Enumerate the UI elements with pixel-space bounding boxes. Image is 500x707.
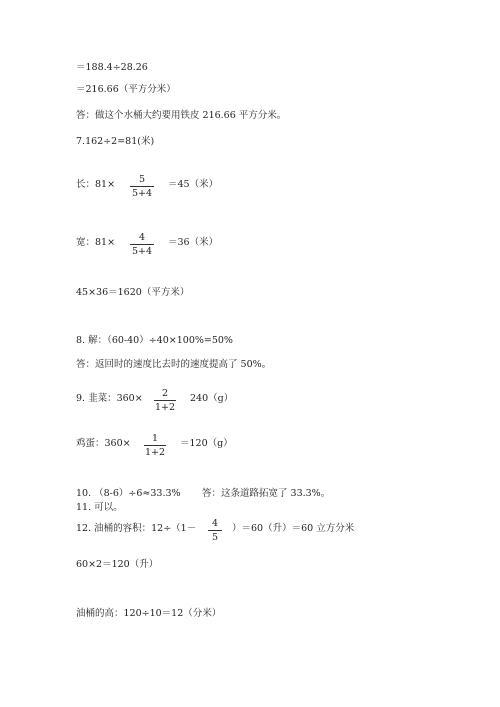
length-fraction-denominator: 5+4 xyxy=(131,188,153,199)
fraction-bar xyxy=(208,530,222,531)
answer-line-3: 答：这条道路拓宽了 33.3%。 xyxy=(202,488,331,499)
eq-line-1: ＝188.4÷28.26 xyxy=(76,62,148,73)
problem-7-line: 7.162÷2=81(米) xyxy=(76,136,155,147)
capacity-double-line: 60×2＝120（升） xyxy=(76,559,159,570)
egg-calc-result: ＝120（g） xyxy=(180,438,233,449)
leek-calc-result: 240（g） xyxy=(190,393,234,404)
length-fraction-numerator: 5 xyxy=(138,174,146,185)
egg-calc-prefix: 鸡蛋：360× xyxy=(76,438,131,449)
leek-fraction xyxy=(154,388,176,413)
problem-11-line: 11. 可以。 xyxy=(76,502,123,513)
fraction-bar xyxy=(130,244,154,245)
fraction-bar xyxy=(154,400,176,401)
egg-fraction xyxy=(144,433,166,458)
oil-fraction xyxy=(208,518,222,543)
eq-line-2: ＝216.66（平方分米） xyxy=(76,84,176,95)
problem-8-line: 8. 解：（60-40）÷40×100%=50% xyxy=(76,335,233,346)
oil-volume-result: ）＝60（升）＝60 立方分米 xyxy=(232,523,355,534)
oil-fraction-numerator: 4 xyxy=(211,518,219,529)
oil-height-line: 油桶的高：120÷10＝12（分米） xyxy=(76,608,222,619)
egg-fraction-denominator: 1+2 xyxy=(144,447,166,458)
area-calc-line: 45×36＝1620（平方米） xyxy=(76,287,190,298)
length-calc-result: ＝45（米） xyxy=(168,179,219,190)
width-fraction-denominator: 5+4 xyxy=(131,246,153,257)
width-calc-result: ＝36（米） xyxy=(168,237,219,248)
width-calc-prefix: 宽：81× xyxy=(76,237,116,248)
fraction-bar xyxy=(130,186,154,187)
answer-line-2: 答：返回时的速度比去时的速度提高了 50%。 xyxy=(76,359,272,370)
answer-line-1: 答：做这个水桶大约要用铁皮 216.66 平方分米。 xyxy=(76,110,287,121)
problem-9-prefix: 9. 韭菜：360× xyxy=(76,393,143,404)
width-fraction xyxy=(130,232,154,257)
problem-12-prefix: 12. 油桶的容积：12÷（1－ xyxy=(76,523,197,534)
egg-fraction-numerator: 1 xyxy=(151,433,159,444)
oil-fraction-denominator: 5 xyxy=(211,532,219,543)
length-fraction xyxy=(130,174,154,199)
width-fraction-numerator: 4 xyxy=(138,232,146,243)
problem-10-line: 10. （8-6）÷6≈33.3% xyxy=(76,488,181,499)
length-calc-prefix: 长：81× xyxy=(76,179,116,190)
leek-fraction-denominator: 1+2 xyxy=(154,402,176,413)
fraction-bar xyxy=(144,445,166,446)
leek-fraction-numerator: 2 xyxy=(161,388,169,399)
